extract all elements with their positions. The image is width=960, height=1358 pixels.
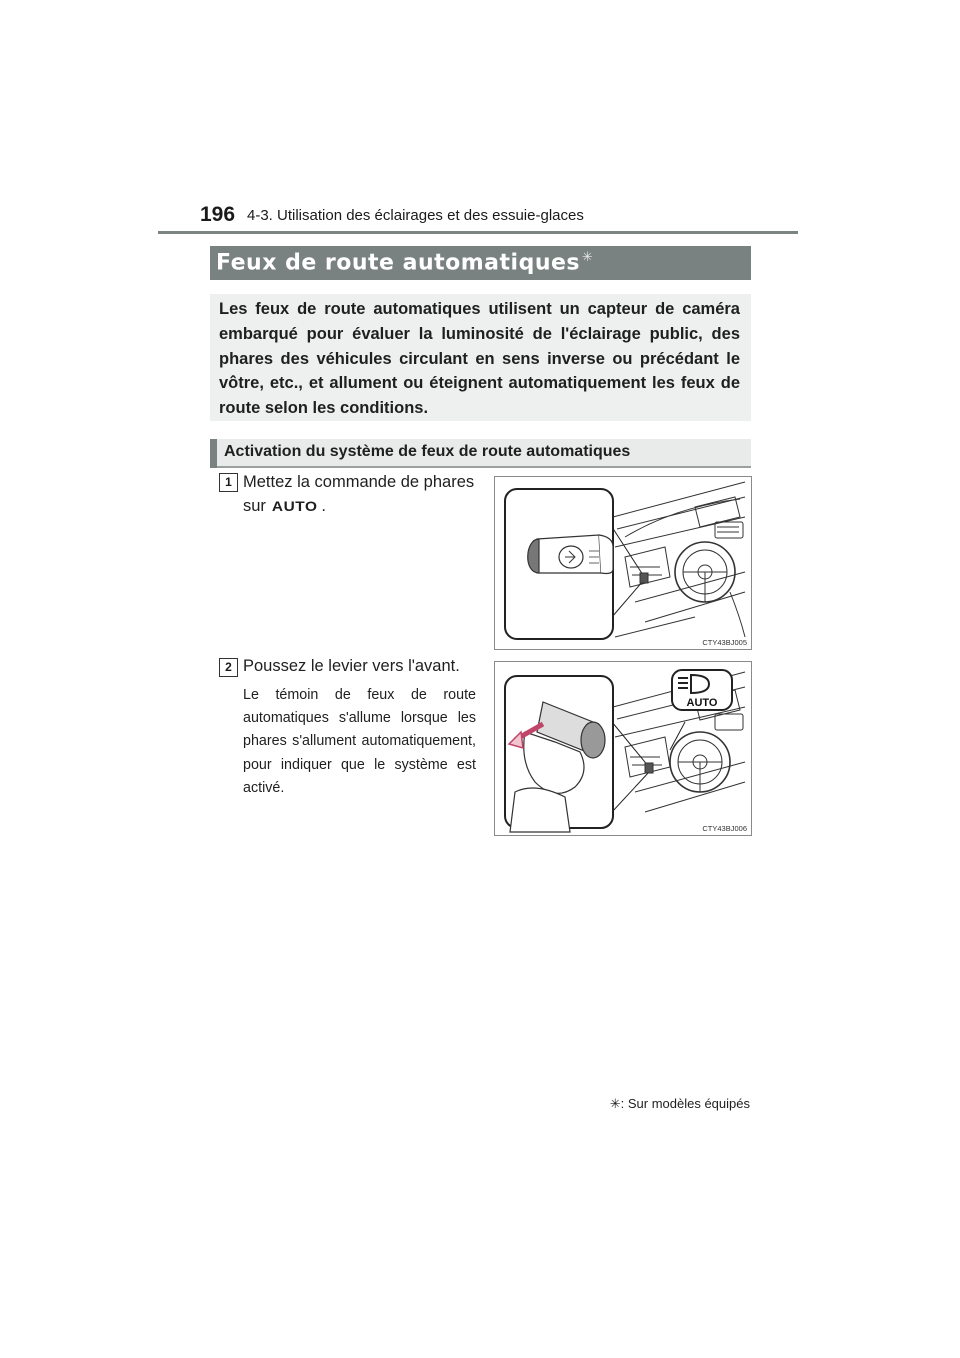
push-lever-illustration — [495, 662, 751, 835]
footnote — [560, 1096, 750, 1112]
page-number: 196 — [200, 203, 236, 226]
footnote-text: : Sur modèles équipés — [620, 1096, 750, 1111]
asterisk-icon: ✳ — [609, 1096, 621, 1111]
step-1-badge: 1 — [219, 473, 238, 492]
step-1-prefix: sur — [243, 497, 266, 515]
intro-text: Les feux de route automatiques utilisent un capteur de caméra embarqué pour évaluer la luminosité de l'éclairage public, des phares des véhicules circulant en sens inverse ou précédant le vôtre, etc., et allument ou éteignent automatiquement les feux de route selon les conditions. — [219, 300, 740, 418]
figure-2-code: CTY43BJ006 — [702, 824, 747, 833]
step-2-badge: 2 — [219, 658, 238, 677]
header-divider — [158, 231, 798, 234]
step-1-line-1: Mettez la commande de phares — [243, 473, 475, 491]
step-1-suffix: . — [321, 497, 326, 515]
auto-switch-icon: AUTO — [271, 498, 318, 514]
step-2-note: Le témoin de feux de route automatiques s'allume lorsque les phares s'allument automatiquement, pour indiquer que le système est activé. — [243, 687, 476, 796]
step-1-text — [243, 470, 474, 518]
section-heading-accent — [210, 439, 217, 468]
section-heading: Activation du système de feux de route automatiques — [224, 443, 631, 460]
asterisk-icon: ✳ — [582, 250, 594, 265]
page-title-text: Feux de route automatiques — [216, 250, 581, 276]
indicator-auto-label: AUTO — [686, 697, 718, 709]
chapter-heading: 4-3. Utilisation des éclairages et des essuie-glaces — [247, 207, 584, 224]
step-1-line-2 — [243, 494, 474, 518]
step-2-text: Poussez le levier vers l'avant. — [243, 657, 460, 675]
page-title — [216, 250, 593, 275]
figure-push-lever — [494, 661, 752, 836]
figure-headlight-switch — [494, 476, 752, 650]
figure-1-code: CTY43BJ005 — [702, 638, 747, 647]
headlight-switch-illustration — [495, 477, 751, 649]
